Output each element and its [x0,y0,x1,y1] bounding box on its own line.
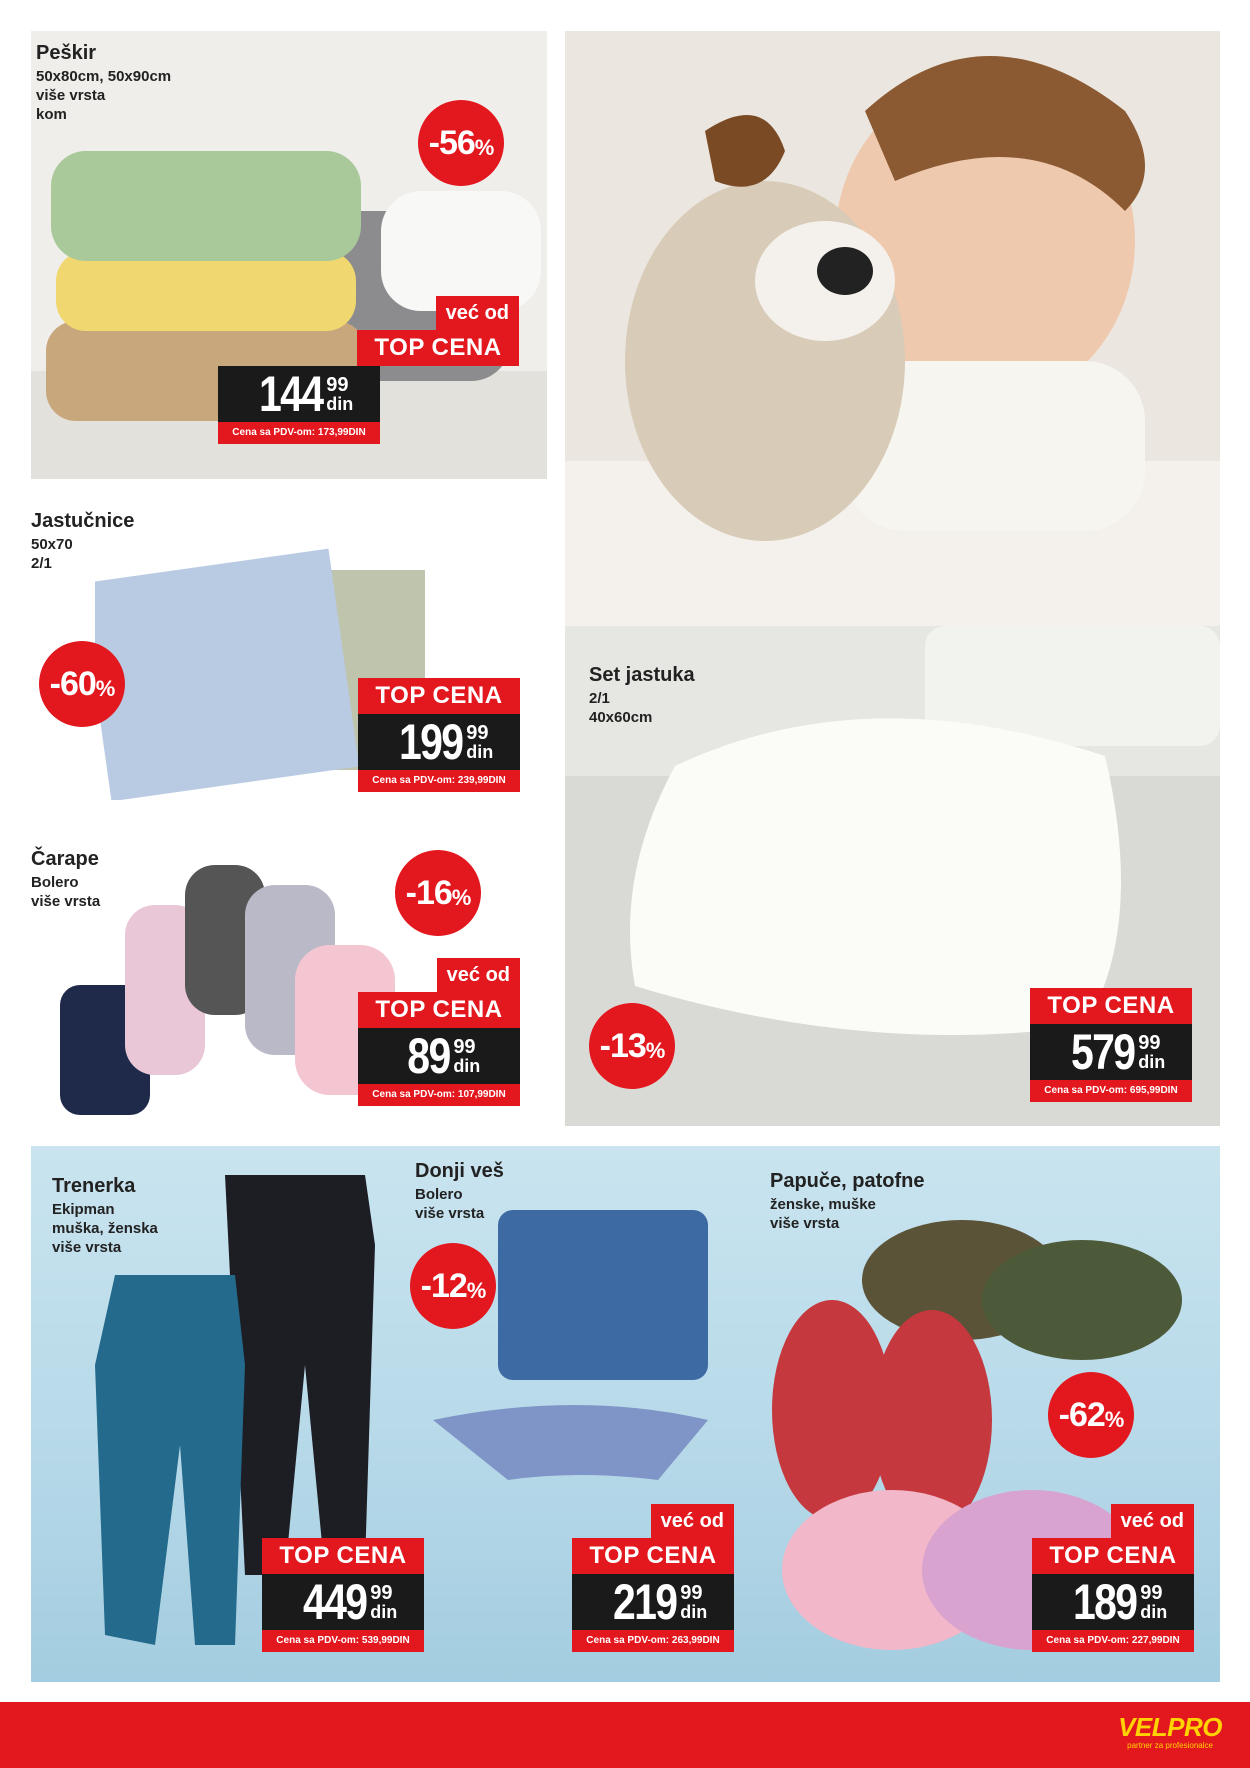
product-line: 50x80cm, 50x90cm [36,68,172,85]
price-decimal: 99 [466,722,489,744]
product-line: više vrsta [31,892,101,910]
price-currency: din [370,1602,398,1622]
price-tag-jastucnice [358,678,520,792]
price-currency: din [1140,1602,1168,1622]
from-label: već od [1111,1504,1194,1538]
top-cena-label: TOP CENA [357,330,519,366]
price-integer: 579 [1070,1024,1135,1080]
price-tag-set-jastuka [1030,988,1192,1102]
product-line: 2/1 [589,690,610,707]
vat-price: Cena sa PDV-om: 227,99DIN [1032,1630,1194,1652]
price-value [218,366,380,422]
price-decimal: 99 [453,1036,476,1058]
price-integer: 89 [406,1028,450,1084]
product-title-papuce: Papuče, patofne ženske, muške više vrsta [770,1170,925,1232]
price-value [358,714,520,770]
top-cena-label: TOP CENA [1030,988,1192,1024]
price-decimal: 99 [326,374,349,396]
discount-badge: -56 % [418,100,504,186]
product-line: 2/1 [31,554,52,572]
price-currency: din [453,1056,481,1076]
price-decimal: 99 [1138,1032,1161,1054]
price-value [1032,1574,1194,1630]
vat-price: Cena sa PDV-om: 239,99DIN [358,770,520,792]
price-integer: 219 [612,1574,677,1630]
product-title-set-jastuka: Set jastuka 2/1 40x60cm [589,664,695,726]
product-line: više vrsta [36,86,106,104]
price-currency: din [466,742,494,762]
product-line: 40x60cm [589,708,653,726]
price-value [1030,1024,1192,1080]
price-tag-donji-ves [572,1510,734,1652]
vat-price: Cena sa PDV-om: 263,99DIN [572,1630,734,1652]
price-currency: din [680,1602,708,1622]
velpro-logo [1118,1714,1222,1751]
product-title-peskir: Peškir 50x80cm, 50x90cm više vrsta kom [36,42,172,123]
girl-with-teddy-image [565,31,1220,626]
product-line: Bolero [415,1186,463,1203]
product-line: 50x70 [31,536,73,553]
price-currency: din [326,394,354,414]
footer-bar [0,1702,1250,1768]
discount-badge: -60 % [39,641,125,727]
product-title-donji-ves: Donji veš Bolero više vrsta [415,1160,504,1222]
vat-price: Cena sa PDV-om: 107,99DIN [358,1084,520,1106]
from-label: već od [651,1504,734,1538]
vat-price: Cena sa PDV-om: 173,99DIN [218,422,380,444]
logo-tagline: partner za profesionalce [1127,1741,1213,1750]
top-cena-label: TOP CENA [262,1538,424,1574]
top-cena-label: TOP CENA [572,1538,734,1574]
product-line: više vrsta [770,1214,840,1232]
top-cena-label: TOP CENA [358,678,520,714]
product-line: Ekipman [52,1201,115,1218]
product-line: više vrsta [52,1238,122,1256]
price-value [572,1574,734,1630]
price-tag-carape [358,964,520,1106]
top-cena-label: TOP CENA [358,992,520,1028]
from-label: već od [437,958,520,992]
product-line: ženske, muške [770,1196,876,1213]
product-line: Bolero [31,874,79,891]
discount-badge: -12 % [410,1243,496,1329]
vat-price: Cena sa PDV-om: 695,99DIN [1030,1080,1192,1102]
price-integer: 144 [258,366,323,422]
product-title-carape: Čarape Bolero više vrsta [31,848,101,910]
price-integer: 189 [1072,1574,1137,1630]
top-cena-label: TOP CENA [1032,1538,1194,1574]
price-tag-peskir [357,302,519,366]
price-tag-trenerka [262,1538,424,1652]
price-value [358,1028,520,1084]
discount-badge: -16 % [395,850,481,936]
price-box-peskir [218,366,380,444]
price-decimal: 99 [1140,1582,1163,1604]
product-line: više vrsta [415,1204,485,1222]
product-line: muška, ženska [52,1219,158,1237]
logo-word: VELPRO [1118,1712,1222,1742]
price-decimal: 99 [370,1582,393,1604]
vat-price: Cena sa PDV-om: 539,99DIN [262,1630,424,1652]
discount-badge: -62 % [1048,1372,1134,1458]
price-currency: din [1138,1052,1166,1072]
price-integer: 449 [302,1574,367,1630]
price-tag-papuce [1032,1510,1194,1652]
product-title-jastucnice: Jastučnice 50x70 2/1 [31,510,135,572]
price-integer: 199 [398,714,463,770]
price-value [262,1574,424,1630]
product-line: kom [36,105,67,123]
price-decimal: 99 [680,1582,703,1604]
discount-badge: -13 % [589,1003,675,1089]
from-label: već od [436,296,519,330]
product-title-trenerka: Trenerka Ekipman muška, ženska više vrsta [52,1175,158,1256]
